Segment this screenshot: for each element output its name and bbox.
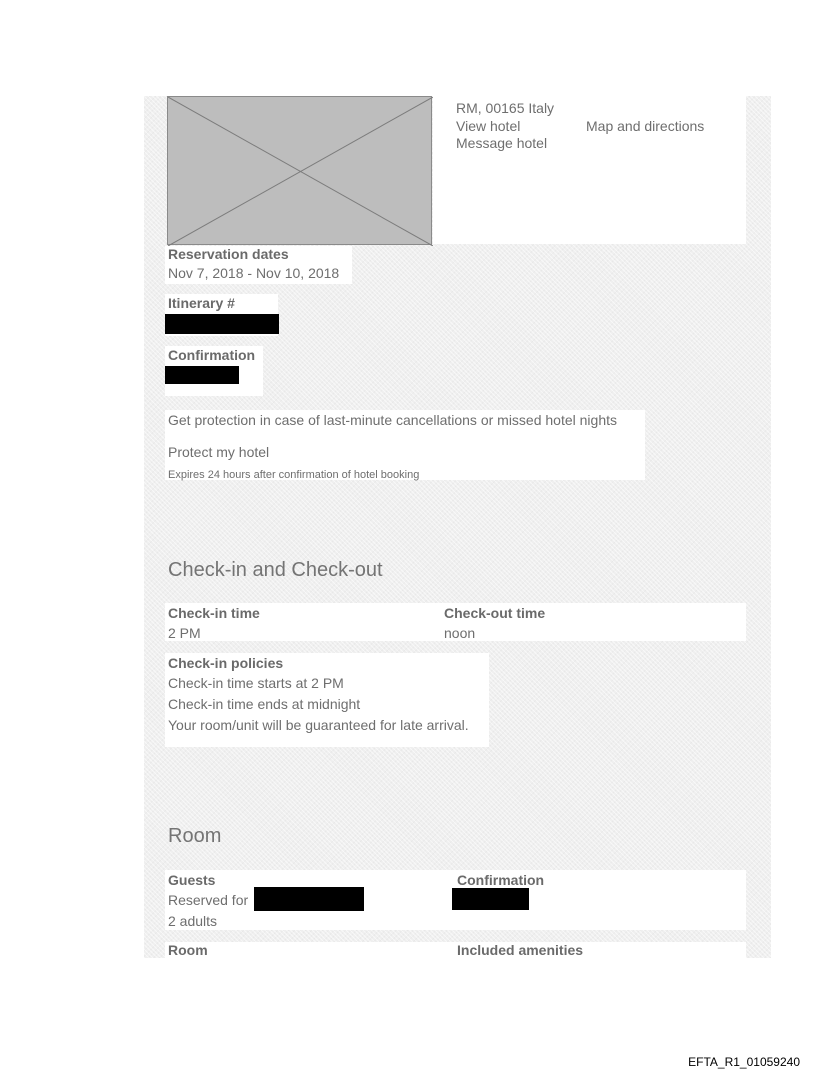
hotel-image-placeholder — [167, 96, 432, 245]
reservation-dates-label: Reservation dates — [168, 246, 289, 262]
room-confirmation-label: Confirmation — [457, 872, 545, 888]
checkin-policy-item: Check-in time starts at 2 PM — [168, 675, 344, 691]
reserved-for-label: Reserved for — [168, 892, 249, 908]
guest-name-redaction — [254, 887, 364, 911]
room-section-title: Room — [168, 825, 222, 847]
protection-headline: Get protection in case of last-minute cancellations or missed hotel nights — [168, 412, 618, 428]
room-label: Room — [168, 942, 208, 958]
room-confirmation-redaction — [452, 888, 529, 910]
checkin-section-title: Check-in and Check-out — [168, 559, 383, 581]
protection-note: Expires 24 hours after confirmation of hotel booking — [168, 469, 420, 481]
image-placeholder-icon — [168, 97, 433, 246]
itinerary-redaction — [165, 314, 279, 334]
document-id: EFTA_R1_01059240 — [688, 1055, 800, 1069]
checkin-policies-label: Check-in policies — [168, 655, 284, 671]
included-amenities-label: Included amenities — [457, 942, 584, 958]
message-hotel-link[interactable]: Message hotel — [456, 135, 548, 151]
reservation-dates-value: Nov 7, 2018 - Nov 10, 2018 — [168, 265, 340, 281]
checkin-policy-item: Check-in time ends at midnight — [168, 696, 361, 712]
checkin-time-label: Check-in time — [168, 605, 260, 621]
checkin-policy-item: Your room/unit will be guaranteed for late arrival. — [168, 717, 469, 733]
guests-count: 2 adults — [168, 913, 218, 929]
room-amenities-box — [165, 942, 746, 958]
itinerary-label: Itinerary # — [168, 295, 235, 311]
map-directions-link[interactable]: Map and directions — [586, 118, 705, 134]
protect-my-hotel-link[interactable]: Protect my hotel — [168, 444, 270, 460]
checkout-time-label: Check-out time — [444, 605, 546, 621]
checkout-time-value: noon — [444, 625, 476, 641]
checkin-time-value: 2 PM — [168, 625, 201, 641]
guests-label: Guests — [168, 872, 216, 888]
confirmation-redaction — [165, 366, 239, 384]
hotel-address: RM, 00165 Italy — [456, 100, 555, 116]
view-hotel-link[interactable]: View hotel — [456, 118, 521, 134]
confirmation-label: Confirmation — [168, 347, 256, 363]
